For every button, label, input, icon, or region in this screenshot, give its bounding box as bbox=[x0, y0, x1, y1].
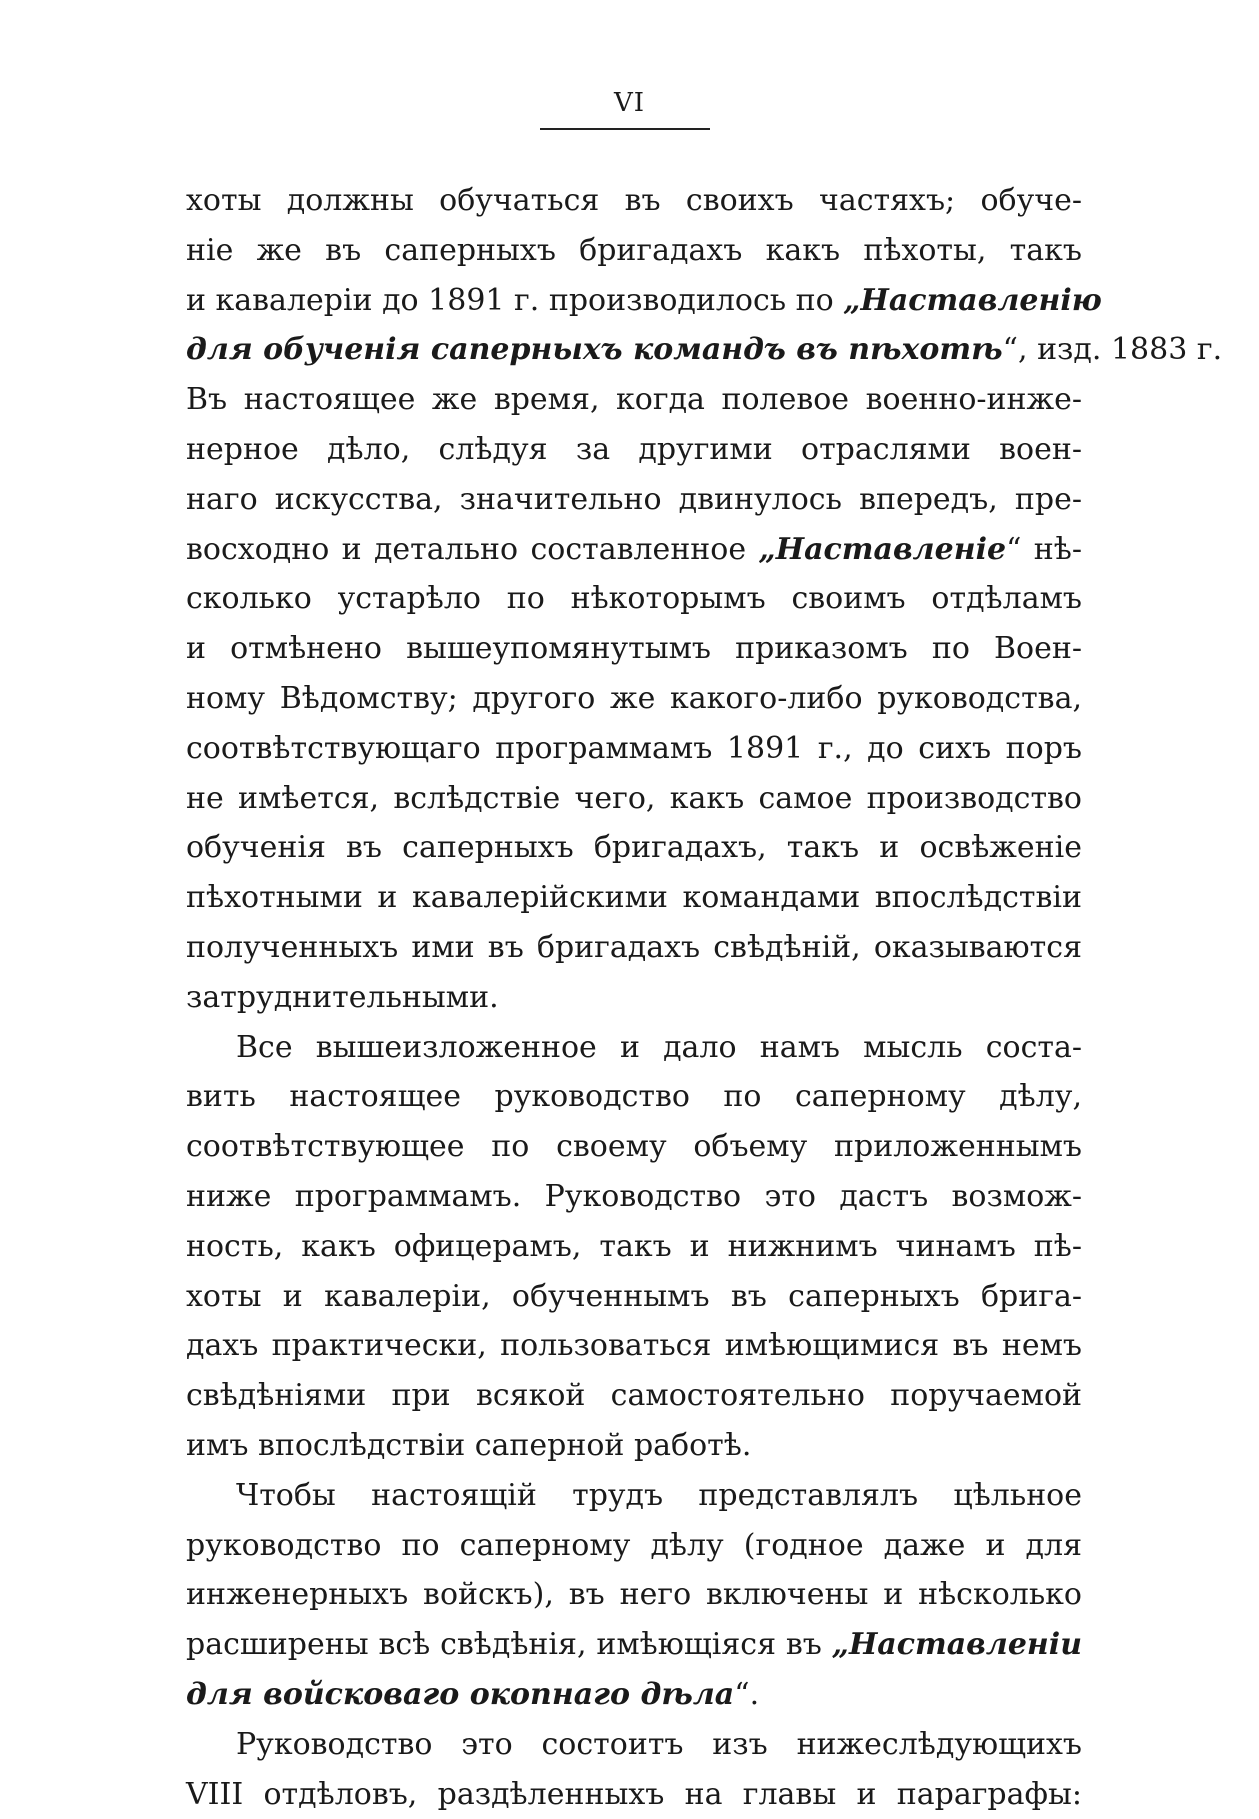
text-line: полученныхъ ими въ бригадахъ свѣдѣній, оказываются bbox=[186, 923, 1082, 973]
italic-title: для войсковаго окопнаго дѣла bbox=[186, 1677, 734, 1712]
text-line: дахъ практически, пользоваться имѣющимися въ немъ bbox=[186, 1321, 1082, 1371]
text-line: нерное дѣло, слѣдуя за другими отраслями воен- bbox=[186, 425, 1082, 475]
text-line: соотвѣтствующаго программамъ 1891 г., до сихъ поръ bbox=[186, 724, 1082, 774]
text-line bbox=[186, 1620, 1082, 1670]
italic-title: „Наставленіе bbox=[758, 532, 1006, 567]
text-line: инженерныхъ войскъ), въ него включены и нѣсколько bbox=[186, 1570, 1082, 1620]
text-line: хоты должны обучаться въ своихъ частяхъ; обуче- bbox=[186, 176, 1082, 226]
text-line: Въ настоящее же время, когда полевое военно-инже- bbox=[186, 375, 1082, 425]
header-rule bbox=[540, 128, 710, 130]
text-line bbox=[186, 276, 1082, 326]
text-line: ниже программамъ. Руководство это дастъ возмож- bbox=[186, 1172, 1082, 1222]
text-line bbox=[186, 525, 1082, 575]
text-run: “, изд. 1883 г. bbox=[1003, 332, 1222, 367]
text-line: хоты и кавалеріи, обученнымъ въ саперныхъ брига- bbox=[186, 1272, 1082, 1322]
text-line bbox=[186, 325, 1082, 375]
text-line: VIII отдѣловъ, раздѣленныхъ на главы и параграфы: bbox=[186, 1770, 1082, 1819]
text-run: и кавалеріи до 1891 г. производилось по bbox=[186, 283, 843, 318]
text-run: “. bbox=[734, 1677, 759, 1712]
text-line: ность, какъ офицерамъ, такъ и нижнимъ чинамъ пѣ- bbox=[186, 1222, 1082, 1272]
text-line: обученія въ саперныхъ бригадахъ, такъ и освѣженіе bbox=[186, 823, 1082, 873]
text-line: Все вышеизложенное и дало намъ мысль соста- bbox=[186, 1023, 1082, 1073]
text-line: пѣхотными и кавалерійскими командами впослѣдствіи bbox=[186, 873, 1082, 923]
text-run: расширены всѣ свѣдѣнія, имѣющіяся въ bbox=[186, 1627, 832, 1662]
text-line: затруднительными. bbox=[186, 973, 1082, 1023]
text-run: “ нѣ- bbox=[1006, 532, 1082, 567]
text-line: ному Вѣдомству; другого же какого-либо руководства, bbox=[186, 674, 1082, 724]
text-line: ніе же въ саперныхъ бригадахъ какъ пѣхоты, такъ bbox=[186, 226, 1082, 276]
italic-title: „Наставленіи bbox=[832, 1627, 1082, 1662]
text-line: не имѣется, вслѣдствіе чего, какъ самое производство bbox=[186, 774, 1082, 824]
text-line bbox=[186, 1670, 1082, 1720]
text-line: вить настоящее руководство по саперному дѣлу, bbox=[186, 1072, 1082, 1122]
page-number: VI bbox=[0, 88, 1259, 118]
text-line: имъ впослѣдствіи саперной работѣ. bbox=[186, 1421, 1082, 1471]
text-line: сколько устарѣло по нѣкоторымъ своимъ отдѣламъ bbox=[186, 574, 1082, 624]
text-line: соотвѣтствующее по своему объему приложеннымъ bbox=[186, 1122, 1082, 1172]
italic-title: для обученія саперныхъ командъ въ пѣхотѣ bbox=[186, 332, 1003, 367]
text-line: наго искусства, значительно двинулось впередъ, пре- bbox=[186, 475, 1082, 525]
text-line: свѣдѣніями при всякой самостоятельно поручаемой bbox=[186, 1371, 1082, 1421]
italic-title: „Наставленію bbox=[843, 283, 1102, 318]
text-run: восходно и детально составленное bbox=[186, 532, 758, 567]
page-text bbox=[186, 176, 1082, 1819]
text-line: и отмѣнено вышеупомянутымъ приказомъ по Воен- bbox=[186, 624, 1082, 674]
text-line: Руководство это состоитъ изъ нижеслѣдующихъ bbox=[186, 1720, 1082, 1770]
text-line: руководство по саперному дѣлу (годное даже и для bbox=[186, 1521, 1082, 1571]
text-line: Чтобы настоящій трудъ представлялъ цѣльное bbox=[186, 1471, 1082, 1521]
